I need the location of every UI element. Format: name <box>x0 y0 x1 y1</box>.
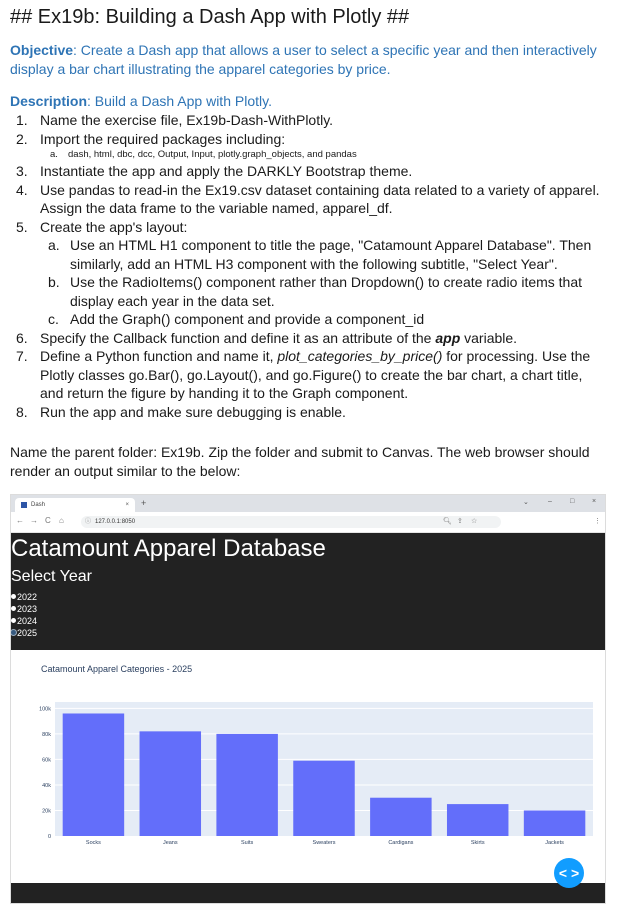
step-emphasis: app <box>435 329 461 346</box>
substep-number: a. <box>50 149 58 160</box>
step-number: 5. <box>16 218 28 235</box>
year-radio-items <box>11 591 37 639</box>
objective-label: Objective <box>10 42 74 58</box>
step-text: Create the app's layout: <box>40 218 188 235</box>
app-title: Catamount Apparel Database <box>11 535 326 562</box>
substep-text: Add the Graph() component and provide a component_id <box>70 311 425 327</box>
step-number: 4. <box>16 181 28 198</box>
radio-dot-icon <box>11 606 16 611</box>
url-field[interactable] <box>81 516 501 528</box>
share-icon[interactable]: ⇪ <box>457 518 463 525</box>
x-tick-label: Jeans <box>162 840 178 846</box>
year-radio-2022[interactable] <box>11 591 37 603</box>
step-item <box>0 403 605 422</box>
radio-dot-icon <box>11 618 16 623</box>
radio-dot-icon <box>11 630 16 635</box>
description-label: Description <box>10 93 88 109</box>
tab-title: Dash <box>31 502 46 508</box>
graph-component <box>11 650 605 883</box>
dash-devtools-button[interactable]: < > <box>554 858 584 888</box>
substep-text: Use the RadioItems() component rather than Dropdown() to create radio items that display each year in the data set. <box>70 274 583 309</box>
chart-title: Catamount Apparel Categories - 2025 <box>41 664 193 674</box>
x-tick-label: Jackets <box>545 840 564 846</box>
bar <box>524 810 585 836</box>
tab-search-chevron-icon[interactable]: ⌄ <box>523 499 529 506</box>
address-bar <box>11 512 605 533</box>
substep-number: c. <box>48 311 59 327</box>
y-tick-label: 100k <box>39 706 51 713</box>
step-number: 3. <box>16 163 28 179</box>
radio-label: 2024 <box>17 616 38 626</box>
y-tick-label: 80k <box>42 731 51 738</box>
x-tick-label: Sweaters <box>312 840 336 846</box>
bar <box>140 731 201 836</box>
substep-item <box>40 273 605 310</box>
app-header <box>11 533 605 650</box>
dash-favicon-icon <box>21 502 27 508</box>
description-text: : Build a Dash App with Plotly. <box>87 93 272 109</box>
step-item <box>0 329 605 348</box>
new-tab-icon[interactable]: + <box>141 498 147 508</box>
back-icon[interactable]: ← <box>16 516 24 525</box>
browser-tab[interactable] <box>15 498 135 512</box>
window-close-icon[interactable]: × <box>592 498 597 505</box>
browser-tab-bar <box>11 495 605 512</box>
bar <box>447 804 508 836</box>
step-item <box>0 130 605 163</box>
forward-icon[interactable]: → <box>30 516 38 525</box>
substep-number: b. <box>48 274 60 290</box>
radio-label: 2022 <box>17 592 38 602</box>
reload-icon[interactable]: C <box>45 516 51 525</box>
bar <box>370 798 431 836</box>
steps-list <box>0 111 605 421</box>
substep-item <box>40 148 605 162</box>
bar <box>293 761 354 836</box>
step-number: 7. <box>16 348 28 364</box>
substep-text: dash, html, dbc, dcc, Output, Input, plotly.graph_objects, and pandas <box>68 149 357 160</box>
objective-text: : Create a Dash app that allows a user to select a specific year and then interactively display a bar chart illustrating the apparel categories by price. <box>10 42 597 77</box>
step-item <box>0 181 605 218</box>
x-tick-label: Cardigans <box>388 840 414 846</box>
radio-label: 2025 <box>17 628 38 638</box>
step-text: for processing. Use the Plotly classes go.Bar(), go.Layout(), and go.Figure() to create the bar chart, a chart title, and return the figure by handing it to the Graph component. <box>40 348 591 401</box>
browser-menu-icon[interactable]: ⋮ <box>594 518 601 525</box>
description-paragraph <box>10 93 272 109</box>
x-tick-label: Socks <box>85 840 101 846</box>
tab-close-icon[interactable]: × <box>125 502 129 508</box>
page-heading: ## Ex19b: Building a Dash App with Plotly ## <box>10 6 410 28</box>
x-tick-label: Skirts <box>470 840 485 846</box>
step-item <box>0 347 605 403</box>
step-text: variable. <box>460 329 518 346</box>
step-item <box>0 162 605 181</box>
step-number: 6. <box>16 329 28 346</box>
step-emphasis: plot_categories_by_price() <box>277 348 443 364</box>
radio-dot-icon <box>11 594 16 599</box>
year-radio-2025[interactable] <box>11 627 37 639</box>
step-text: Import the required packages including: <box>40 130 286 147</box>
step-text: Name the exercise file, Ex19b-Dash-WithPlotly. <box>40 112 334 128</box>
substep-item <box>40 236 605 273</box>
objective-paragraph <box>10 41 610 79</box>
step5-sublist <box>40 236 605 329</box>
step2-sublist <box>40 148 605 162</box>
bar <box>216 734 277 836</box>
radio-label: 2023 <box>17 604 38 614</box>
step-text: Specify the Callback function and define it as an attribute of the <box>40 329 436 346</box>
zoom-icon[interactable]: 🔍︎ <box>443 518 452 525</box>
step-text: Use pandas to read-in the Ex19.csv dataset containing data related to a variety of apparel. Assign the data frame to the variable named, apparel_df. <box>40 181 600 216</box>
info-icon[interactable]: ⓘ <box>85 519 92 525</box>
app-subtitle: Select Year <box>11 568 92 585</box>
substep-text: Use an HTML H1 component to title the page, "Catamount Apparel Database". Then similarly, add an HTML H3 component with the following subtitle, "Select Year". <box>70 237 592 272</box>
home-icon[interactable]: ⌂ <box>59 516 64 525</box>
bookmark-star-icon[interactable]: ☆ <box>471 518 478 525</box>
step-number: 1. <box>16 112 28 128</box>
substep-item <box>40 310 605 329</box>
y-tick-label: 40k <box>42 782 51 789</box>
step-number: 8. <box>16 403 28 420</box>
y-tick-label: 20k <box>42 808 51 815</box>
x-tick-label: Suits <box>241 840 254 846</box>
bar <box>63 713 124 836</box>
step-text: Instantiate the app and apply the DARKLY Bootstrap theme. <box>40 163 413 179</box>
year-radio-2024[interactable] <box>11 615 37 627</box>
bar-chart <box>11 650 605 883</box>
step-text: Run the app and make sure debugging is enable. <box>40 403 346 420</box>
y-tick-label: 60k <box>42 757 51 764</box>
year-radio-2023[interactable] <box>11 603 37 615</box>
substep-number: a. <box>48 237 60 253</box>
step-text: Define a Python function and name it, <box>40 348 278 364</box>
closing-paragraph: Name the parent folder: Ex19b. Zip the folder and submit to Canvas. The web browser should render an output similar to the below: <box>10 444 590 479</box>
maximize-icon[interactable]: □ <box>570 498 575 505</box>
step-number: 2. <box>16 130 28 147</box>
step-item <box>0 111 605 130</box>
y-tick-label: 0 <box>47 834 51 840</box>
browser-screenshot <box>10 494 606 904</box>
step-item <box>0 218 605 329</box>
minimize-icon[interactable]: – <box>548 498 552 505</box>
url-text: 127.0.0.1:8050 <box>95 519 136 525</box>
app-footer <box>11 883 605 904</box>
